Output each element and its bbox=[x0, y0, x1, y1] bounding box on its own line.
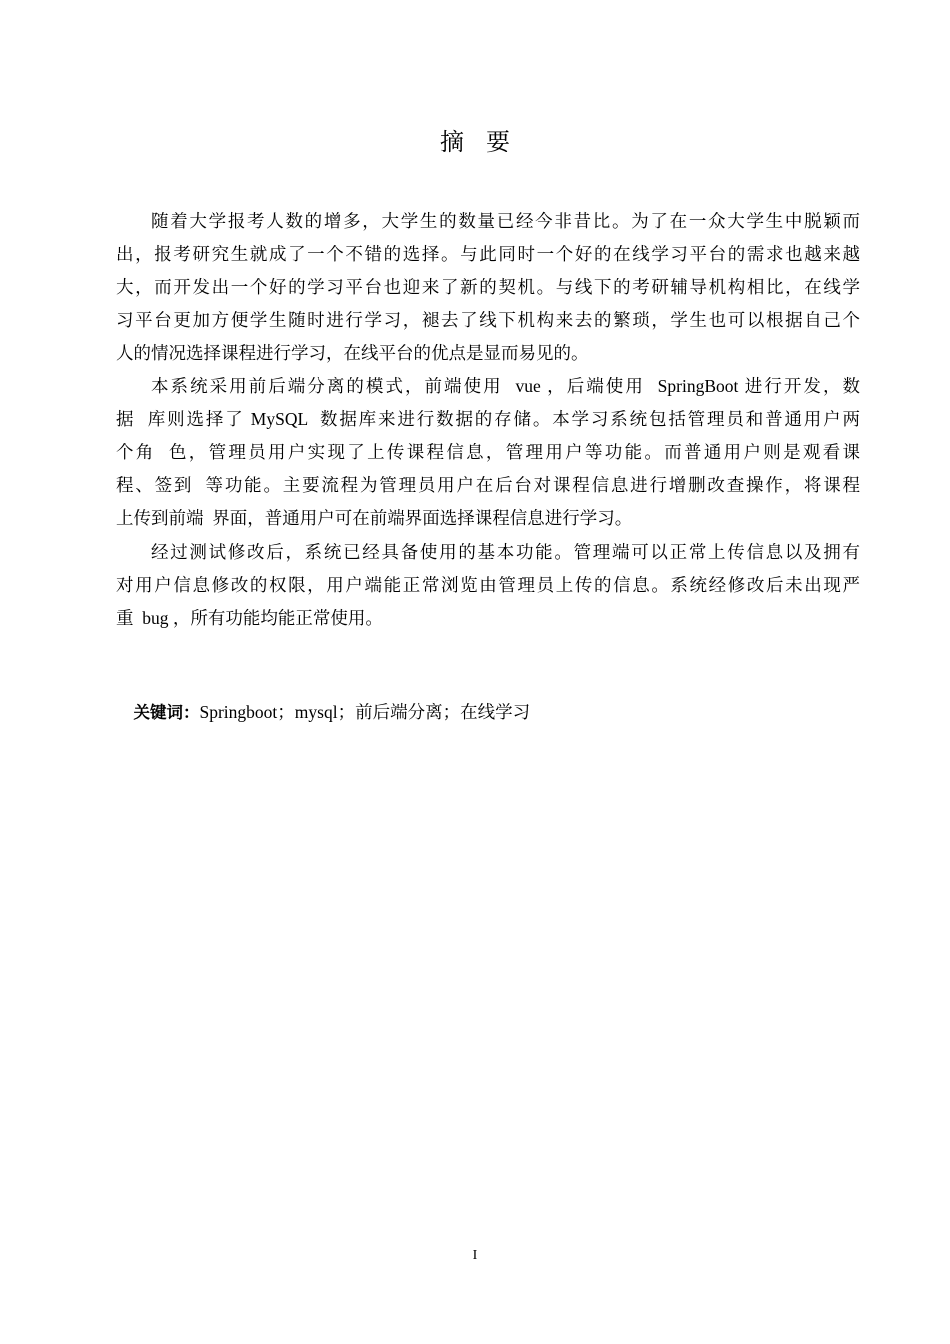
text-line: 据 库则选择了 MySQL 数据库来进行数据的存储。本学习系统包括管理员和普通用户两 bbox=[116, 409, 860, 429]
text-line: 个角 色，管理员用户实现了上传课程信息，管理用户等功能。而普通用户则是观看课 bbox=[116, 442, 860, 462]
text-line: 本系统采用前后端分离的模式，前端使用 vue ，后端使用 SpringBoot 进行开发，数 bbox=[151, 376, 860, 396]
text-line: 人的情况选择课程进行学习，在线平台的优点是显而易见的。 bbox=[116, 343, 589, 363]
keywords-label: 关键词： bbox=[133, 703, 200, 722]
abstract-title: 摘要 bbox=[440, 130, 532, 156]
text-line: 重 bug ，所有功能均能正常使用。 bbox=[116, 608, 383, 628]
keywords bbox=[116, 676, 530, 749]
text-line: 大，而开发出一个好的学习平台也迎来了新的契机。与线下的考研辅导机构相比，在线学 bbox=[116, 277, 860, 297]
text-line: 随着大学报考人数的增多，大学生的数量已经今非昔比。为了在一众大学生中脱颖而 bbox=[151, 211, 860, 231]
text-line: 上传到前端 界面，普通用户可在前端界面选择课程信息进行学习。 bbox=[116, 508, 633, 528]
page-number: I bbox=[472, 1248, 478, 1263]
text-line: 经过测试修改后，系统已经具备使用的基本功能。管理端可以正常上传信息以及拥有 bbox=[151, 542, 860, 562]
text-line: 程、签到 等功能。主要流程为管理员用户在后台对课程信息进行增删改查操作，将课程 bbox=[116, 475, 860, 495]
text-line: 习平台更加方便学生随时进行学习，褪去了线下机构来去的繁琐，学生也可以根据自己个 bbox=[116, 310, 860, 330]
text-line: 对用户信息修改的权限，用户端能正常浏览由管理员上传的信息。系统经修改后未出现严 bbox=[116, 575, 860, 595]
text-line: 出，报考研究生就成了一个不错的选择。与此同时一个好的在线学习平台的需求也越来越 bbox=[116, 244, 860, 264]
keywords-value: Springboot；mysql；前后端分离；在线学习 bbox=[199, 702, 531, 722]
